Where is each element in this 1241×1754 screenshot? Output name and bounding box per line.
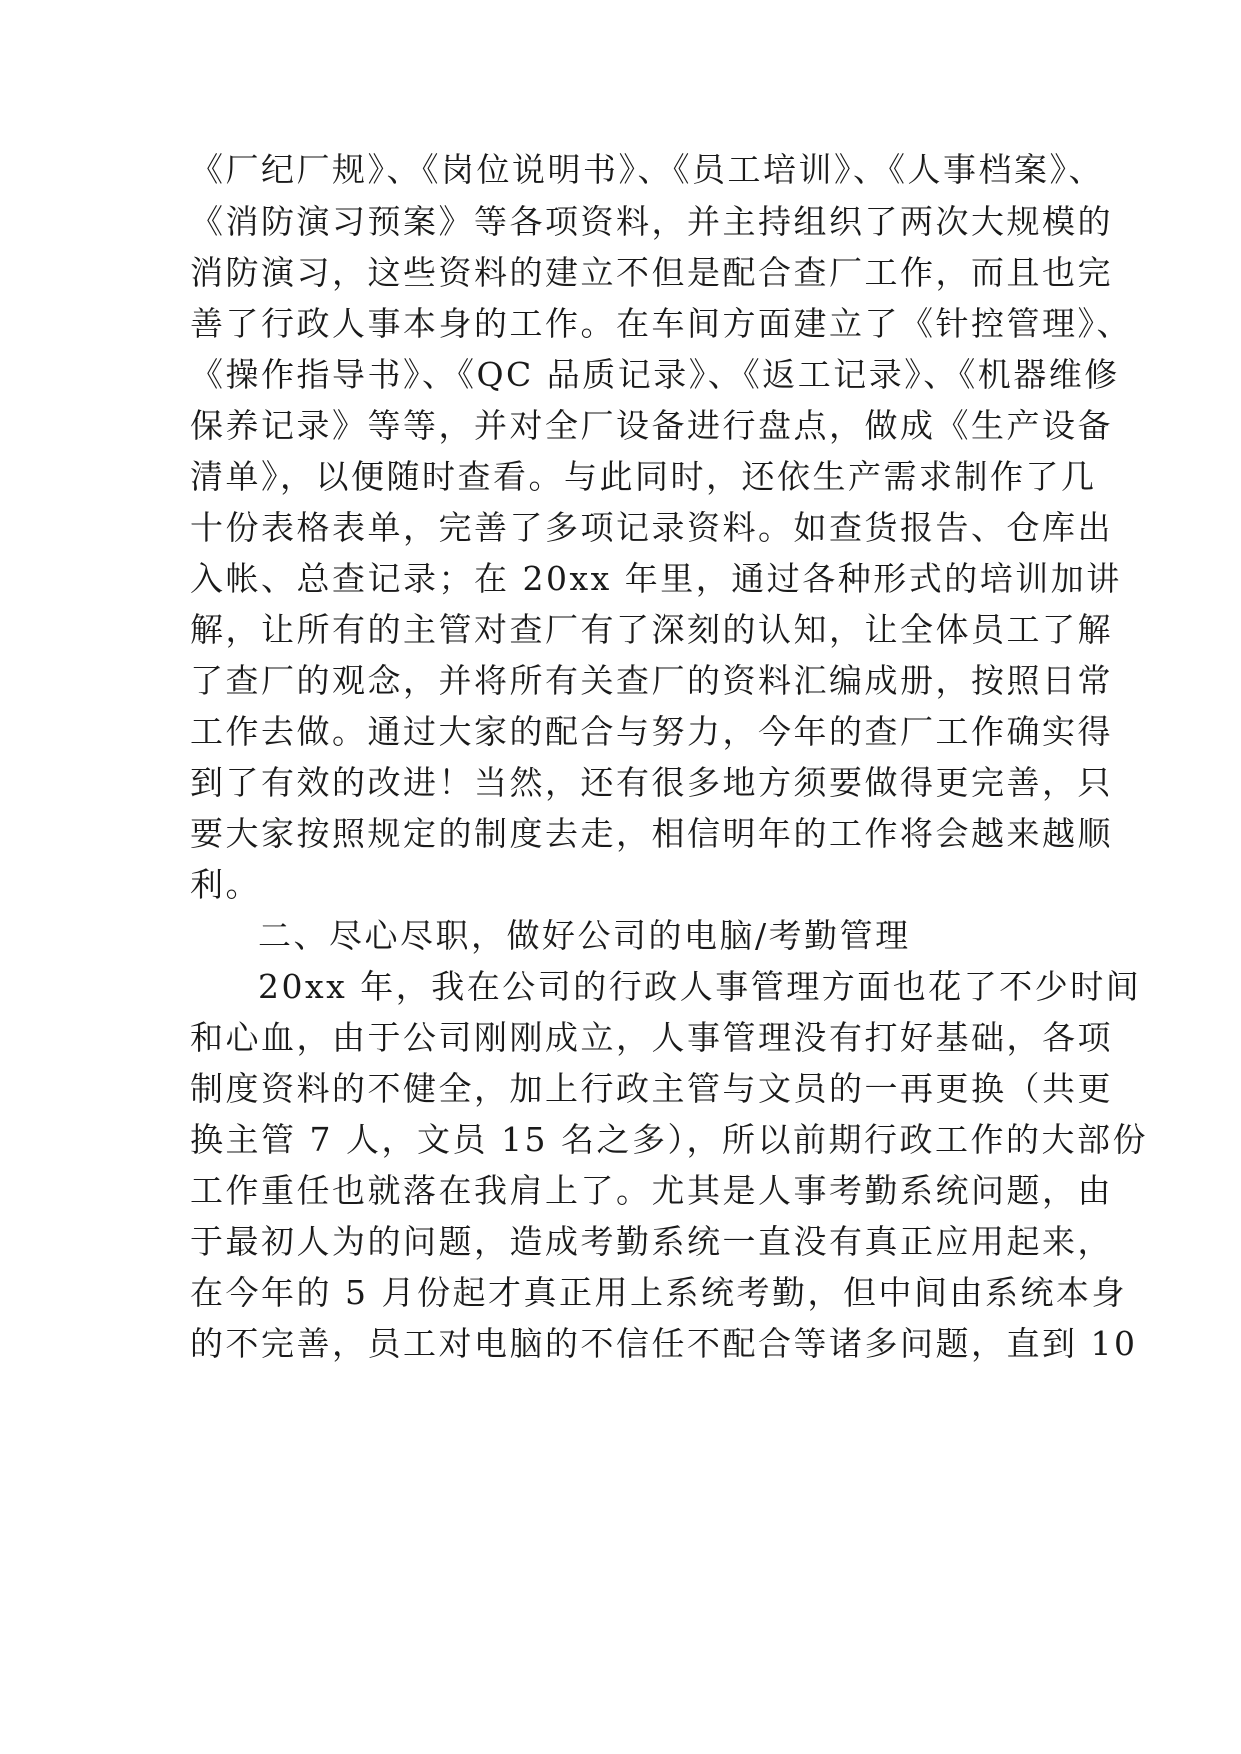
- body-line-13: 到了有效的改进！当然，还有很多地方须要做得更完善，只: [190, 763, 1113, 802]
- body-line-03: 消防演习，这些资料的建立不但是配合查厂工作，而且也完: [190, 253, 1113, 292]
- body-line-10: 解，让所有的主管对查厂有了深刻的认知，让全体员工了解: [190, 610, 1113, 649]
- body-line-19: 制度资料的不健全，加上行政主管与文员的一再更换（共更: [190, 1069, 1113, 1108]
- body-line-05: 《操作指导书》、《QC 品质记录》、《返工记录》、《机器维修: [190, 355, 1120, 394]
- body-line-22: 于最初人为的问题，造成考勤系统一直没有真正应用起来，: [190, 1222, 1113, 1261]
- body-line-06: 保养记录》等等，并对全厂设备进行盘点，做成《生产设备: [190, 406, 1113, 445]
- body-line-11: 了查厂的观念，并将所有关查厂的资料汇编成册，按照日常: [190, 661, 1113, 700]
- body-line-20: 换主管 7 人，文员 15 名之多），所以前期行政工作的大部份: [190, 1120, 1148, 1159]
- body-line-18: 和心血，由于公司刚刚成立，人事管理没有打好基础，各项: [190, 1018, 1113, 1057]
- body-line-09: 入帐、总查记录；在 20xx 年里，通过各种形式的培训加讲: [190, 559, 1122, 598]
- body-line-21: 工作重任也就落在我肩上了。尤其是人事考勤系统问题，由: [190, 1171, 1113, 1210]
- section-heading: 二、尽心尽职，做好公司的电脑/考勤管理: [258, 916, 911, 955]
- body-line-12: 工作去做。通过大家的配合与努力，今年的查厂工作确实得: [190, 712, 1113, 751]
- paragraph-start-line: 20xx 年，我在公司的行政人事管理方面也花了不少时间: [258, 967, 1142, 1006]
- body-line-04: 善了行政人事本身的工作。在车间方面建立了《针控管理》、: [190, 304, 1132, 343]
- body-line-24: 的不完善，员工对电脑的不信任不配合等诸多问题，直到 10: [190, 1324, 1138, 1363]
- body-line-02: 《消防演习预案》等各项资料，并主持组织了两次大规模的: [190, 202, 1113, 241]
- body-line-15: 利。: [190, 865, 261, 904]
- body-line-01: 《厂纪厂规》、《岗位说明书》、《员工培训》、《人事档案》、: [190, 150, 1104, 189]
- body-line-07: 清单》，以便随时查看。与此同时，还依生产需求制作了几: [190, 457, 1097, 496]
- body-line-23: 在今年的 5 月份起才真正用上系统考勤，但中间由系统本身: [190, 1273, 1127, 1312]
- body-line-14: 要大家按照规定的制度去走，相信明年的工作将会越来越顺: [190, 814, 1113, 853]
- body-line-08: 十份表格表单，完善了多项记录资料。如查货报告、仓库出: [190, 508, 1113, 547]
